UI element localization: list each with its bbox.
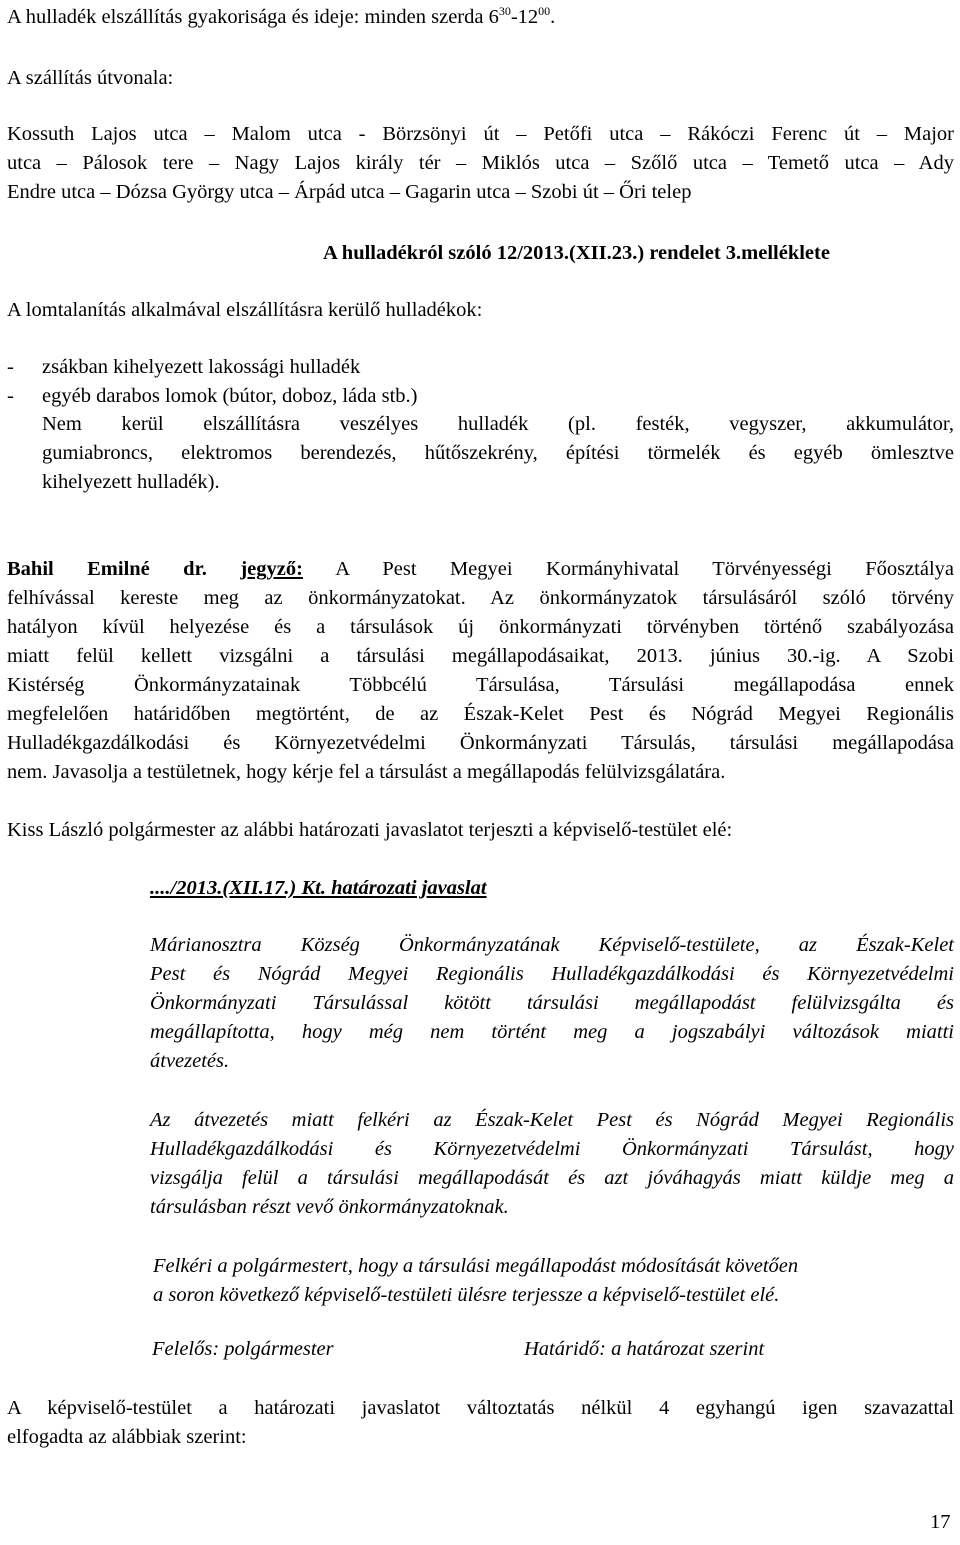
bulky-item-text: zsákban kihelyezett lakossági hulladék bbox=[42, 356, 361, 378]
route-title: A szállítás útvonala: bbox=[7, 67, 174, 89]
resolution-line: Felkéri a polgármestert, hogy a társulási megállapodást módosítását követően bbox=[153, 1255, 799, 1277]
resolution-line: átvezetés. bbox=[150, 1050, 230, 1072]
bulky-item bbox=[7, 384, 418, 408]
route-line: Endre utca – Dózsa György utca – Árpád utca – Gagarin utca – Szobi út – Őri telep bbox=[7, 181, 692, 203]
schedule-end: . bbox=[550, 6, 556, 28]
notary-line: nem. Javasolja a testületnek, hogy kérje fel a társulást a megállapodás felülvizsgálatára. bbox=[7, 761, 726, 783]
resolution-paragraph-3 bbox=[153, 1252, 798, 1310]
resolution-line: Márianosztra Község Önkormányzatának Képviselő-testülete, az Észak-Kelet bbox=[150, 934, 954, 956]
schedule-sup-start: 30 bbox=[498, 4, 511, 19]
notary-line: A Pest Megyei Kormányhivatal Törvényességi Főosztálya bbox=[335, 558, 955, 580]
schedule-line bbox=[7, 5, 555, 29]
closing-line: elfogadta az alábbiak szerint: bbox=[7, 1426, 247, 1448]
notary-line: hatályon kívül helyezése és a társulások új önkormányzati törvényben történő szabályozása bbox=[7, 616, 954, 638]
schedule-sup-end: 00 bbox=[538, 4, 551, 19]
resolution-paragraph-1 bbox=[150, 931, 954, 1076]
notary-line: felhívással kereste meg az önkormányzatokat. Az önkormányzatok társulásáról szóló törvény bbox=[7, 587, 954, 609]
resolution-line: megállapította, hogy még nem történt meg a jogszabályi változások miatti bbox=[150, 1021, 954, 1043]
excluded-line: Nem kerül elszállításra veszélyes hulladék (pl. festék, vegyszer, akkumulátor, bbox=[42, 413, 954, 435]
route-paragraph bbox=[7, 120, 954, 207]
route-line: utca – Pálosok tere – Nagy Lajos király tér – Miklós utca – Szőlő utca – Temető utca – Ady bbox=[7, 152, 954, 174]
route-line: Kossuth Lajos utca – Malom utca - Börzsönyi út – Petőfi utca – Rákóczi Ferenc út – Major bbox=[7, 123, 954, 145]
resolution-line: Pest és Nógrád Megyei Regionális Hulladékgazdálkodási és Környezetvédelmi bbox=[150, 963, 954, 985]
bulky-item-text: egyéb darabos lomok (bútor, doboz, láda stb.) bbox=[42, 385, 418, 407]
bullet-dash: - bbox=[7, 385, 14, 407]
closing-line: A képviselő-testület a határozati javaslatot változtatás nélkül 4 egyhangú igen szavazattal bbox=[7, 1397, 954, 1419]
notary-first-line bbox=[7, 555, 954, 584]
notary-role: jegyző: bbox=[240, 558, 303, 580]
resolution-line: Az átvezetés miatt felkéri az Észak-Kelet Pest és Nógrád Megyei Regionális bbox=[150, 1109, 954, 1131]
notary-line: miatt felül kellett vizsgálni a társulási megállapodásaikat, 2013. június 30.-ig. A Szobi bbox=[7, 645, 954, 667]
page-number: 17 bbox=[930, 1511, 951, 1533]
notary-name: Bahil Emilné dr. bbox=[7, 558, 207, 580]
excluded-line: gumiabroncs, elektromos berendezés, hűtőszekrény, építési törmelék és egyéb ömlesztve bbox=[42, 442, 954, 464]
bulky-item bbox=[7, 355, 360, 379]
regulation-heading: A hulladékról szóló 12/2013.(XII.23.) rendelet 3.melléklete bbox=[323, 242, 830, 264]
bullet-dash: - bbox=[7, 356, 14, 378]
resolution-line: a soron következő képviselő-testületi ülésre terjessze a képviselő-testület elé. bbox=[153, 1284, 780, 1306]
excluded-line: kihelyezett hulladék). bbox=[42, 471, 220, 493]
resolution-number: ..../2013.(XII.17.) Kt. határozati javaslat bbox=[150, 877, 487, 899]
notary-line: Hulladékgazdálkodási és Környezetvédelmi Önkormányzati Társulás, társulási megállapodása bbox=[7, 732, 954, 754]
bulky-title: A lomtalanítás alkalmával elszállításra kerülő hulladékok: bbox=[7, 299, 483, 321]
mayor-line: Kiss László polgármester az alábbi határozati javaslatot terjeszti a képviselő-testület elé: bbox=[7, 819, 733, 841]
resolution-line: Hulladékgazdálkodási és Környezetvédelmi Önkormányzati Társulást, hogy bbox=[150, 1138, 954, 1160]
notary-paragraph bbox=[7, 555, 954, 787]
resolution-line: Önkormányzati Társulással kötött társulási megállapodást felülvizsgálta és bbox=[150, 992, 954, 1014]
notary-line: Kistérség Önkormányzatainak Többcélú Társulása, Társulási megállapodása ennek bbox=[7, 674, 954, 696]
schedule-text: A hulladék elszállítás gyakorisága és ideje: minden szerda 6 bbox=[7, 6, 499, 28]
excluded-paragraph bbox=[42, 410, 954, 497]
notary-line: megfelelően határidőben megtörtént, de az Észak-Kelet Pest és Nógrád Megyei Regionális bbox=[7, 703, 954, 725]
deadline: Határidő: a határozat szerint bbox=[524, 1338, 765, 1360]
resolution-paragraph-2 bbox=[150, 1106, 954, 1222]
responsible: Felelős: polgármester bbox=[152, 1338, 334, 1360]
resolution-line: vizsgálja felül a társulási megállapodását és azt jóváhagyás miatt küldje meg a bbox=[150, 1167, 954, 1189]
resolution-line: társulásban részt vevő önkormányzatoknak. bbox=[150, 1196, 509, 1218]
schedule-mid: -12 bbox=[510, 6, 539, 28]
closing-paragraph bbox=[7, 1394, 954, 1452]
